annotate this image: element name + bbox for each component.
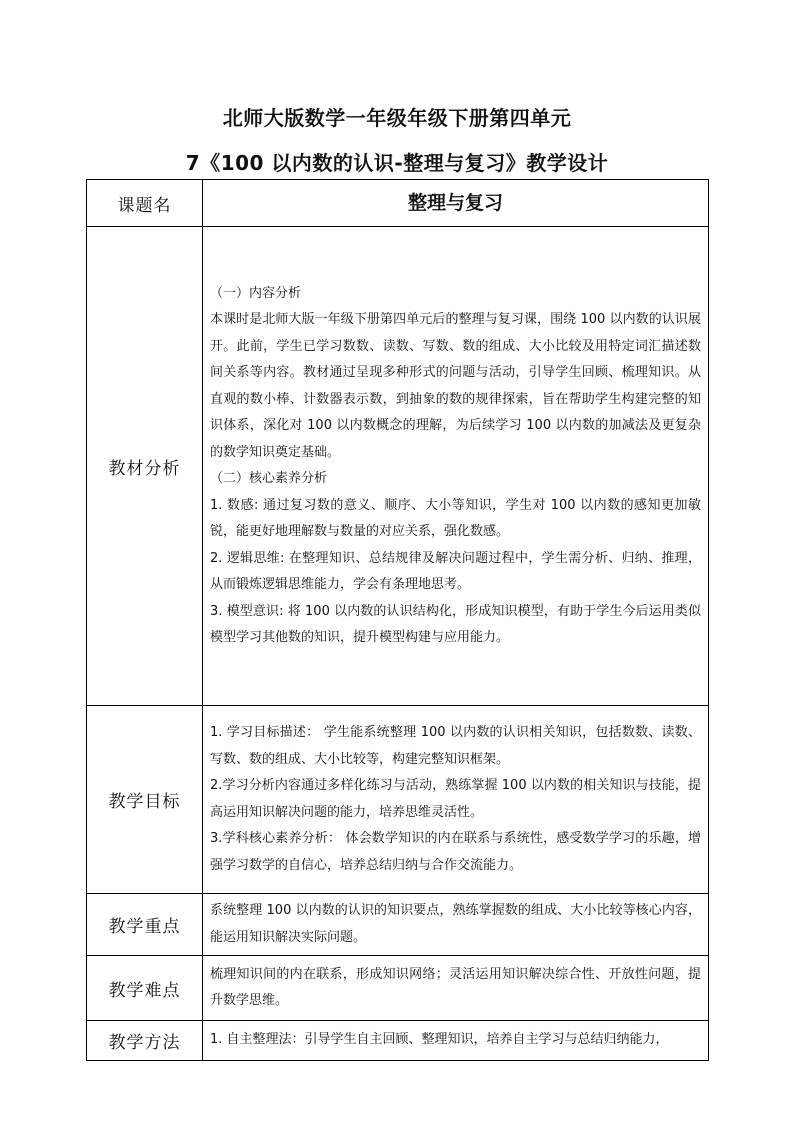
difficulties-content: 梳理知识间的内在联系，形成知识网络；灵活运用知识解决综合性、开放性问题，提升数学思维。 [203,956,709,1021]
table-row-materials [87,227,709,706]
topic-label: 课题名 [87,180,203,227]
difficulties-label: 教学难点 [87,956,203,1021]
materials-paragraph: 3. 模型意识: 将 100 以内数的认识结构化，形成知识模型，有助于学生今后运用类似模型学习其他数的知识，提升模型构建与应用能力。 [210,603,701,645]
table-row-difficulties [87,956,709,1021]
goals-item: 1. 学习目标描述： 学生能系统整理 100 以内数的认识相关知识，包括数数、读数、写数、数的组成、大小比较等，构建完整知识框架。 [210,725,701,767]
methods-content: 1. 自主整理法：引导学生自主回顾、整理知识，培养自主学习与总结归纳能力， [203,1021,709,1061]
methods-label: 教学方法 [87,1021,203,1061]
materials-paragraph: 2. 逻辑思维: 在整理知识、总结规律及解决问题过程中，学生需分析、归纳、推理，从而锻炼逻辑思维能力，学会有条理地思考。 [210,550,701,592]
document-title-line2: 7《100 以内数的认识-整理与复习》教学设计 [185,151,609,175]
lesson-plan-table [86,179,709,1061]
goals-content [203,706,709,894]
table-row-methods [87,1021,709,1061]
materials-paragraph: 本课时是北师大版一年级下册第四单元后的整理与复习课，围绕 100 以内数的认识展开。此前，学生已学习数数、读数、写数、数的组成、大小比较及用特定词汇描述数间关系等内容。教材通过呈现多种形式的问题与活动，引导学生回顾、梳理知识。从直观的数小棒、计数器表示数，到抽象的数的规律探索，旨在帮助学生构建完整的知识体系，深化对 100 以内数概念的理解，为后续学习 100 以内数的加减法及更复杂的数学知识奠定基础。 [210,312,701,460]
key-points-label: 教学重点 [87,894,203,956]
goals-item: 3.学科核心素养分析： 体会数学知识的内在联系与系统性，感受数学学习的乐趣，增强学习数学的自信心，培养总结归纳与合作交流能力。 [210,831,701,873]
materials-label: 教材分析 [87,227,203,706]
table-row-goals [87,706,709,894]
goals-item: 2.学习分析内容通过多样化练习与活动，熟练掌握 100 以内数的相关知识与技能，提高运用知识解决问题的能力，培养思维灵活性。 [210,778,701,820]
materials-content [203,227,709,706]
key-points-content: 系统整理 100 以内数的认识的知识要点，熟练掌握数的组成、大小比较等核心内容，能运用知识解决实际问题。 [203,894,709,956]
table-row-key-points [87,894,709,956]
document-title-line1: 北师大版数学一年级年级下册第四单元 [222,106,572,130]
goals-label: 教学目标 [87,706,203,894]
materials-paragraph: 1. 数感: 通过复习数的意义、顺序、大小等知识，学生对 100 以内数的感知更加敏锐，能更好地理解数与数量的对应关系，强化数感。 [210,497,701,539]
topic-value: 整理与复习 [203,180,709,227]
materials-subheading-1: （一）内容分析 [210,285,302,301]
materials-subheading-2: （二）核心素养分析 [210,471,328,486]
table-row-topic [87,180,709,227]
